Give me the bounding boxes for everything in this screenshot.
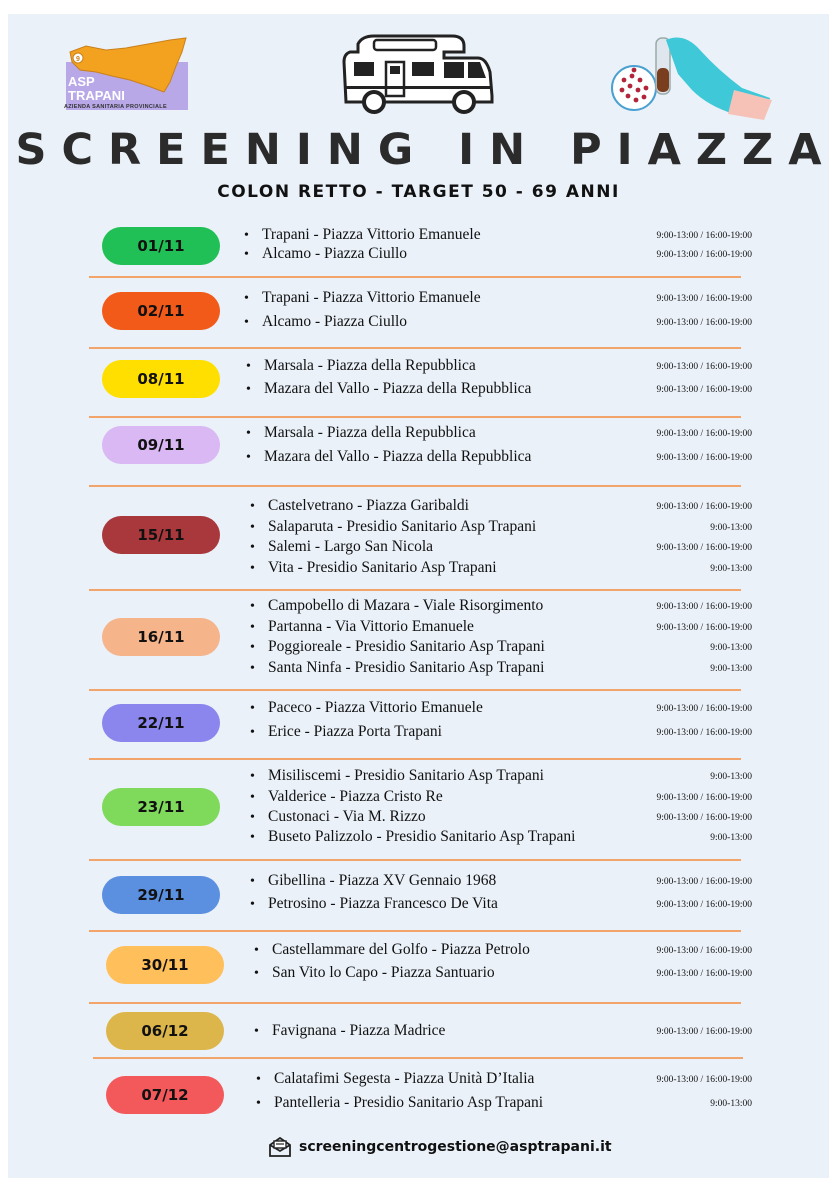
location-hours: 9:00-13:00 / 16:00-19:00: [656, 250, 752, 260]
location-hours: 9:00-13:00 / 16:00-19:00: [656, 793, 752, 803]
location-hours: 9:00-13:00 / 16:00-19:00: [656, 231, 752, 241]
page-title: SCREENING IN PIAZZA: [15, 125, 837, 175]
date-pill-23-11: 23/11: [102, 788, 220, 826]
footer-email[interactable]: screeningcentrogestione@asptrapani.it: [299, 1139, 612, 1155]
location-item: • Castelvetrano - Piazza Garibaldi: [250, 497, 469, 515]
location-hours: 9:00-13:00: [710, 833, 752, 843]
location-item: • Paceco - Piazza Vittorio Emanuele: [250, 699, 483, 717]
separator-line: [89, 930, 741, 932]
date-pill-30-11: 30/11: [106, 946, 224, 984]
location-hours: 9:00-13:00: [710, 564, 752, 574]
location-hours: 9:00-13:00 / 16:00-19:00: [656, 385, 752, 395]
date-pill-29-11: 29/11: [102, 876, 220, 914]
location-item: • Calatafimi Segesta - Piazza Unità D’Italia: [256, 1070, 534, 1088]
location-item: • Trapani - Piazza Vittorio Emanuele: [244, 226, 481, 244]
location-item: • Favignana - Piazza Madrice: [254, 1022, 445, 1040]
envelope-icon: [268, 1136, 292, 1158]
page-subtitle: COLON RETTO - TARGET 50 - 69 ANNI: [217, 182, 620, 202]
location-hours: 9:00-13:00: [710, 523, 752, 533]
location-item: • Alcamo - Piazza Ciullo: [244, 313, 407, 331]
location-hours: 9:00-13:00 / 16:00-19:00: [656, 429, 752, 439]
date-pill-02-11: 02/11: [102, 292, 220, 330]
location-item: • Mazara del Vallo - Piazza della Repubblica: [246, 380, 531, 398]
location-item: • Misiliscemi - Presidio Sanitario Asp Trapani: [250, 767, 544, 785]
location-hours: 9:00-13:00 / 16:00-19:00: [656, 946, 752, 956]
separator-line: [89, 276, 741, 278]
separator-line: [89, 689, 741, 691]
logo-subline: AZIENDA SANITARIA PROVINCIALE: [64, 104, 167, 110]
svg-text:9: 9: [76, 56, 80, 63]
location-hours: 9:00-13:00 / 16:00-19:00: [656, 900, 752, 910]
location-hours: 9:00-13:00 / 16:00-19:00: [656, 728, 752, 738]
location-hours: 9:00-13:00 / 16:00-19:00: [656, 362, 752, 372]
date-pill-16-11: 16/11: [102, 618, 220, 656]
logo-line2: TRAPANI: [68, 88, 125, 103]
date-pill-08-11: 08/11: [102, 360, 220, 398]
location-item: • Trapani - Piazza Vittorio Emanuele: [244, 289, 481, 307]
location-hours: 9:00-13:00 / 16:00-19:00: [656, 623, 752, 633]
location-item: • Gibellina - Piazza XV Gennaio 1968: [250, 872, 496, 890]
location-item: • Alcamo - Piazza Ciullo: [244, 245, 407, 263]
separator-line: [89, 1002, 741, 1004]
camper-icon: [340, 32, 496, 116]
location-hours: 9:00-13:00: [710, 643, 752, 653]
location-item: • Santa Ninfa - Presidio Sanitario Asp Trapani: [250, 659, 544, 677]
separator-line: [89, 485, 741, 487]
location-item: • Salaparuta - Presidio Sanitario Asp Trapani: [250, 518, 536, 536]
logo-line1: ASP: [68, 74, 95, 89]
location-hours: 9:00-13:00 / 16:00-19:00: [656, 318, 752, 328]
location-item: • Marsala - Piazza della Repubblica: [246, 357, 476, 375]
location-hours: 9:00-13:00 / 16:00-19:00: [656, 813, 752, 823]
location-item: • Pantelleria - Presidio Sanitario Asp Trapani: [256, 1094, 543, 1112]
location-item: • Campobello di Mazara - Viale Risorgimento: [250, 597, 543, 615]
location-hours: 9:00-13:00: [710, 664, 752, 674]
location-hours: 9:00-13:00 / 16:00-19:00: [656, 602, 752, 612]
separator-line: [89, 347, 741, 349]
separator-line: [89, 416, 741, 418]
location-hours: 9:00-13:00 / 16:00-19:00: [656, 543, 752, 553]
location-hours: 9:00-13:00: [710, 1099, 752, 1109]
location-hours: 9:00-13:00 / 16:00-19:00: [656, 294, 752, 304]
location-item: • Petrosino - Piazza Francesco De Vita: [250, 895, 498, 913]
date-pill-01-11: 01/11: [102, 227, 220, 265]
location-item: • Castellammare del Golfo - Piazza Petrolo: [254, 941, 530, 959]
location-hours: 9:00-13:00 / 16:00-19:00: [656, 1075, 752, 1085]
location-item: • Vita - Presidio Sanitario Asp Trapani: [250, 559, 497, 577]
separator-line: [89, 589, 741, 591]
location-item: • Erice - Piazza Porta Trapani: [250, 723, 442, 741]
separator-line: [89, 758, 741, 760]
location-item: • Poggioreale - Presidio Sanitario Asp Trapani: [250, 638, 545, 656]
footer: [268, 1136, 612, 1158]
date-pill-07-12: 07/12: [106, 1076, 224, 1114]
date-pill-15-11: 15/11: [102, 516, 220, 554]
location-hours: 9:00-13:00 / 16:00-19:00: [656, 453, 752, 463]
location-item: • Custonaci - Via M. Rizzo: [250, 808, 426, 826]
location-hours: 9:00-13:00 / 16:00-19:00: [656, 704, 752, 714]
location-item: • Partanna - Via Vittorio Emanuele: [250, 618, 474, 636]
date-pill-09-11: 09/11: [102, 426, 220, 464]
location-hours: 9:00-13:00 / 16:00-19:00: [656, 969, 752, 979]
location-item: • Salemi - Largo San Nicola: [250, 538, 433, 556]
location-item: • Mazara del Vallo - Piazza della Repubblica: [246, 448, 531, 466]
date-pill-22-11: 22/11: [102, 704, 220, 742]
location-hours: 9:00-13:00 / 16:00-19:00: [656, 1027, 752, 1037]
location-hours: 9:00-13:00 / 16:00-19:00: [656, 502, 752, 512]
date-pill-06-12: 06/12: [106, 1012, 224, 1050]
location-item: • Buseto Palizzolo - Presidio Sanitario Asp Trapani: [250, 828, 575, 846]
location-hours: 9:00-13:00 / 16:00-19:00: [656, 877, 752, 887]
location-item: • San Vito lo Capo - Piazza Santuario: [254, 964, 495, 982]
location-item: • Marsala - Piazza della Repubblica: [246, 424, 476, 442]
separator-line: [93, 1057, 743, 1059]
lab-test-icon: [608, 30, 778, 120]
location-item: • Valderice - Piazza Cristo Re: [250, 788, 443, 806]
location-hours: 9:00-13:00: [710, 772, 752, 782]
separator-line: [89, 859, 741, 861]
